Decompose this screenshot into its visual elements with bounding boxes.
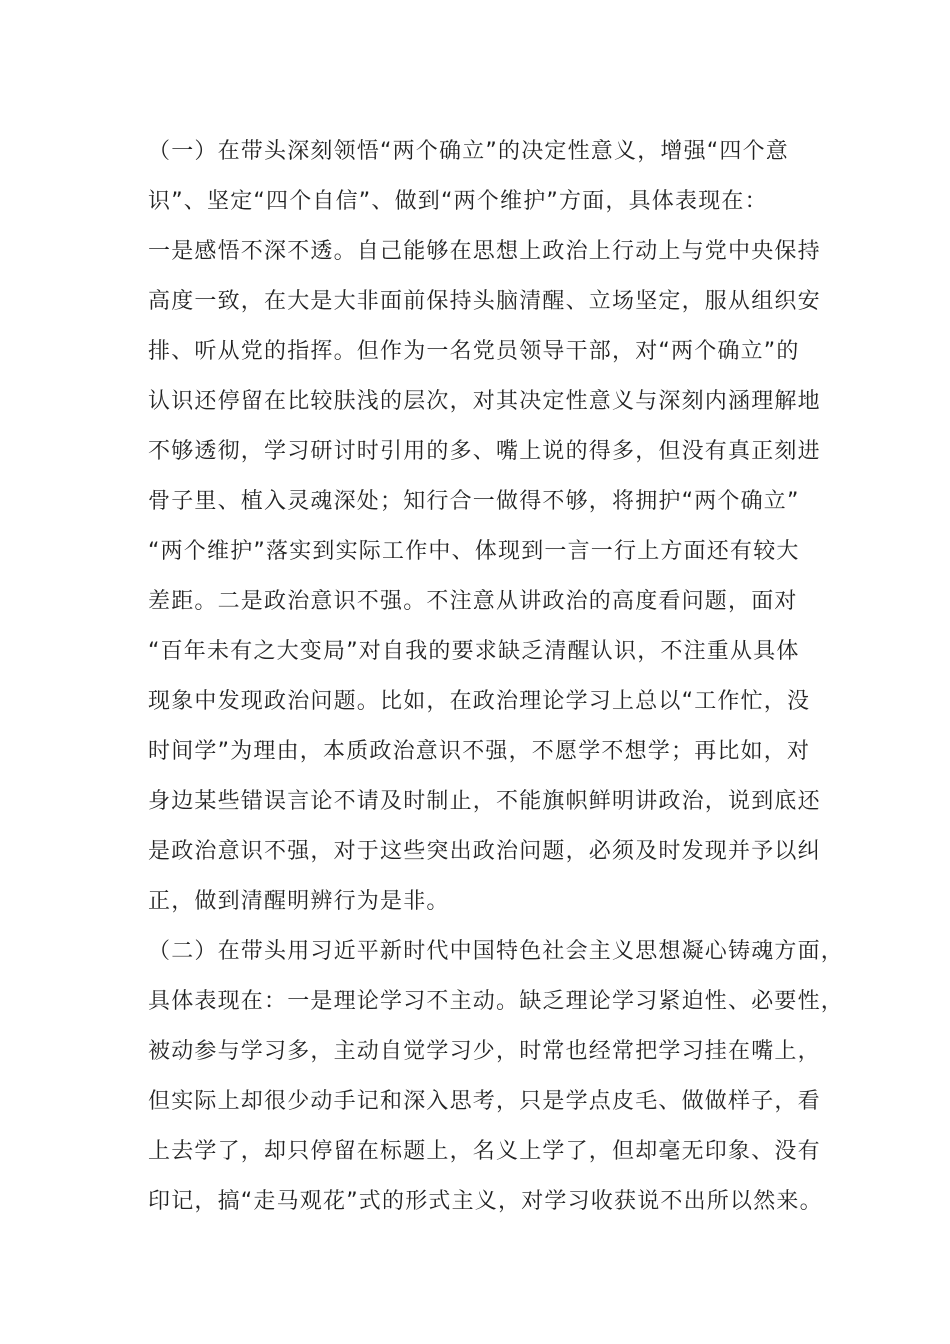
text-line: 高度一致，在大是大非面前保持头脑清醒、立场坚定，服从组织安 <box>148 289 821 314</box>
text-line: 身边某些错误言论不请及时制止，不能旗帜鲜明讲政治，说到底还 <box>148 789 821 814</box>
text-line: “百年未有之大变局”对自我的要求缺乏清醒认识，不注重从具体 <box>148 639 800 664</box>
text-line: “两个维护”落实到实际工作中、体现到一言一行上方面还有较大 <box>148 539 800 564</box>
text-line: 被动参与学习多，主动自觉学习少，时常也经常把学习挂在嘴上， <box>148 1039 821 1064</box>
text-line: 正，做到清醒明辨行为是非。 <box>148 889 450 914</box>
text-line: 上去学了，却只停留在标题上，名义上学了，但却毫无印象、没有 <box>148 1139 821 1164</box>
text-line: 骨子里、植入灵魂深处；知行合一做得不够，将拥护“两个确立” <box>148 489 800 514</box>
text-line: 一是感悟不深不透。自己能够在思想上政治上行动上与党中央保持 <box>148 239 821 264</box>
text-line: 是政治意识不强，对于这些突出政治问题，必须及时发现并予以纠 <box>148 839 821 864</box>
text-line: 不够透彻，学习研讨时引用的多、嘴上说的得多，但没有真正刻进 <box>148 439 821 464</box>
text-line: 时间学”为理由，本质政治意识不强，不愿学不想学；再比如，对 <box>148 739 811 764</box>
text-line: 但实际上却很少动手记和深入思考，只是学点皮毛、做做样子，看 <box>148 1089 821 1114</box>
text-line: 排、听从党的指挥。但作为一名党员领导干部，对“两个确立”的 <box>148 339 800 364</box>
text-line: 差距。二是政治意识不强。不注意从讲政治的高度看问题，面对 <box>148 589 798 614</box>
text-line: 具体表现在：一是理论学习不主动。缺乏理论学习紧迫性、必要性， <box>148 989 845 1014</box>
text-line: 现象中发现政治问题。比如，在政治理论学习上总以“工作忙，没 <box>148 689 811 714</box>
text-line: （一）在带头深刻领悟“两个确立”的决定性意义，增强“四个意 <box>148 139 789 164</box>
text-line: 识”、坚定“四个自信”、做到“两个维护”方面，具体表现在： <box>148 189 768 214</box>
text-line: （二）在带头用习近平新时代中国特色社会主义思想凝心铸魂方面， <box>148 939 845 964</box>
text-line: 印记，搞“走马观花”式的形式主义，对学习收获说不出所以然来。 <box>148 1189 823 1214</box>
text-line: 认识还停留在比较肤浅的层次，对其决定性意义与深刻内涵理解地 <box>148 389 821 414</box>
